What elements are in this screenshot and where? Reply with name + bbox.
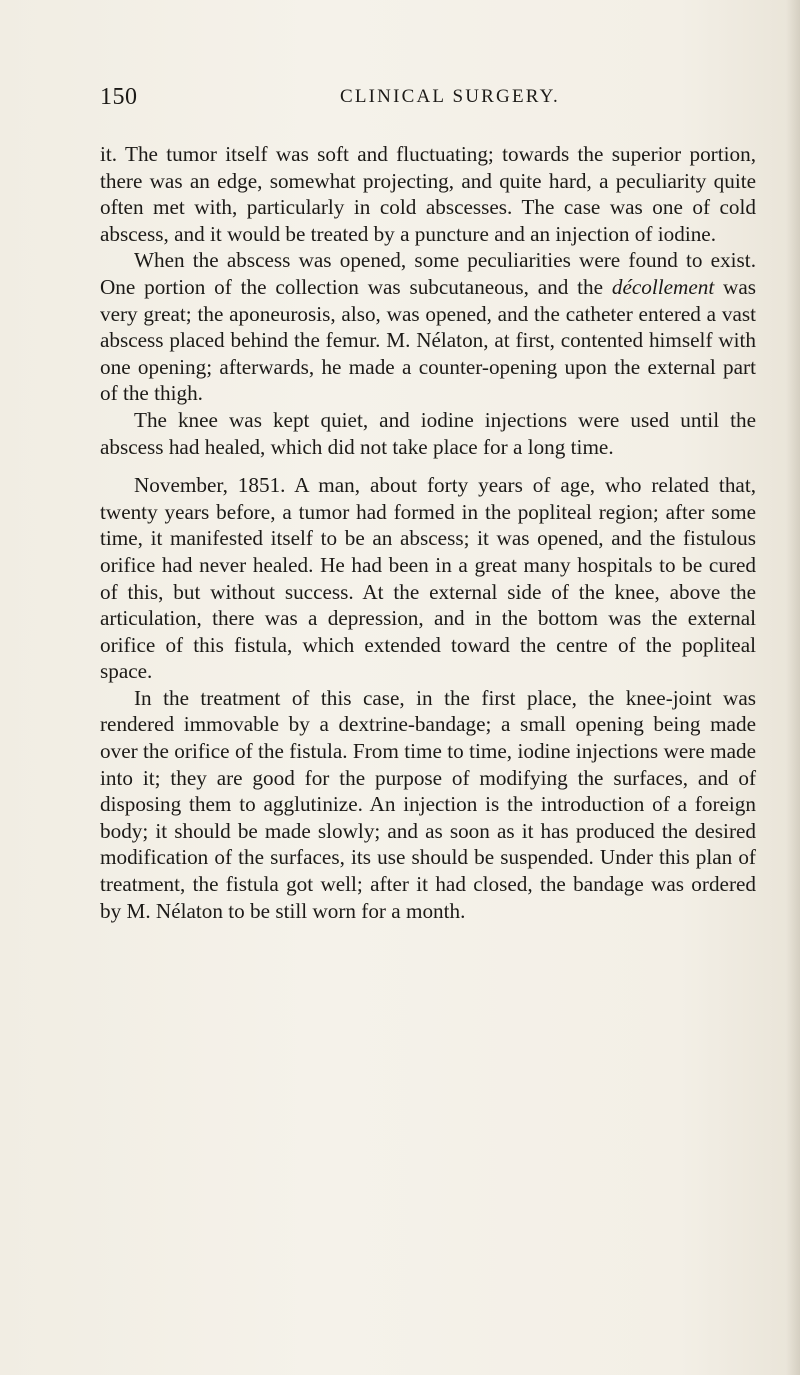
running-head <box>100 84 760 114</box>
paragraph: November, 1851. A man, about forty years of age, who related that, twenty years before, a tumor had formed in the popliteal region; after some time, it manifested itself to be an abscess; it was opened, and the fistulous orifice had never healed. He had been in a great many hospitals to be cured of this, but without success. At the external side of the knee, above the articulation, there was a depression, and in the bottom was the external orifice of this fistula, which extended toward the centre of the popliteal space. <box>100 473 756 684</box>
paragraph <box>100 247 756 407</box>
paragraph: it. The tumor itself was soft and fluctuating; towards the superior portion, there was an edge, somewhat projecting, and quite hard, a peculiarity quite often met with, particularly in cold abscesses. The case was one of cold abscess, and it would be treated by a puncture and an injection of iodine. <box>100 142 756 246</box>
page-edge-shadow <box>786 0 800 1375</box>
paragraph-text: When the abscess was opened, some peculiarities were found to exist. One portion of the collection was subcutaneous, and the <box>100 248 756 299</box>
paragraph-text: was very great; the aponeurosis, also, was opened, and the catheter entered a vast abscess placed behind the femur. M. Nélaton, at first, contented himself with one opening; afterwards, he made a counter-opening upon the external part of the thigh. <box>100 274 757 406</box>
page-number: 150 <box>100 84 138 110</box>
running-title: CLINICAL SURGERY. <box>339 86 561 107</box>
paragraph: The knee was kept quiet, and iodine injections were used until the abscess had healed, which did not take place for a long time. <box>100 407 756 459</box>
body-text <box>100 141 756 924</box>
paragraph: In the treatment of this case, in the first place, the knee-joint was rendered immovable by a dextrine-bandage; a small opening being made over the orifice of the fistula. From time to time, iodine injections were made into it; they are good for the purpose of modifying the surfaces, and of disposing them to agglutinize. An injection is the introduction of a foreign body; it should be made slowly; and as soon as it has produced the desired modification of the surfaces, its use should be suspended. Under this plan of treatment, the fistula got well; after it had closed, the bandage was ordered by M. Nélaton to be still worn for a month. <box>100 685 756 923</box>
italic-term: décollement <box>611 274 715 299</box>
